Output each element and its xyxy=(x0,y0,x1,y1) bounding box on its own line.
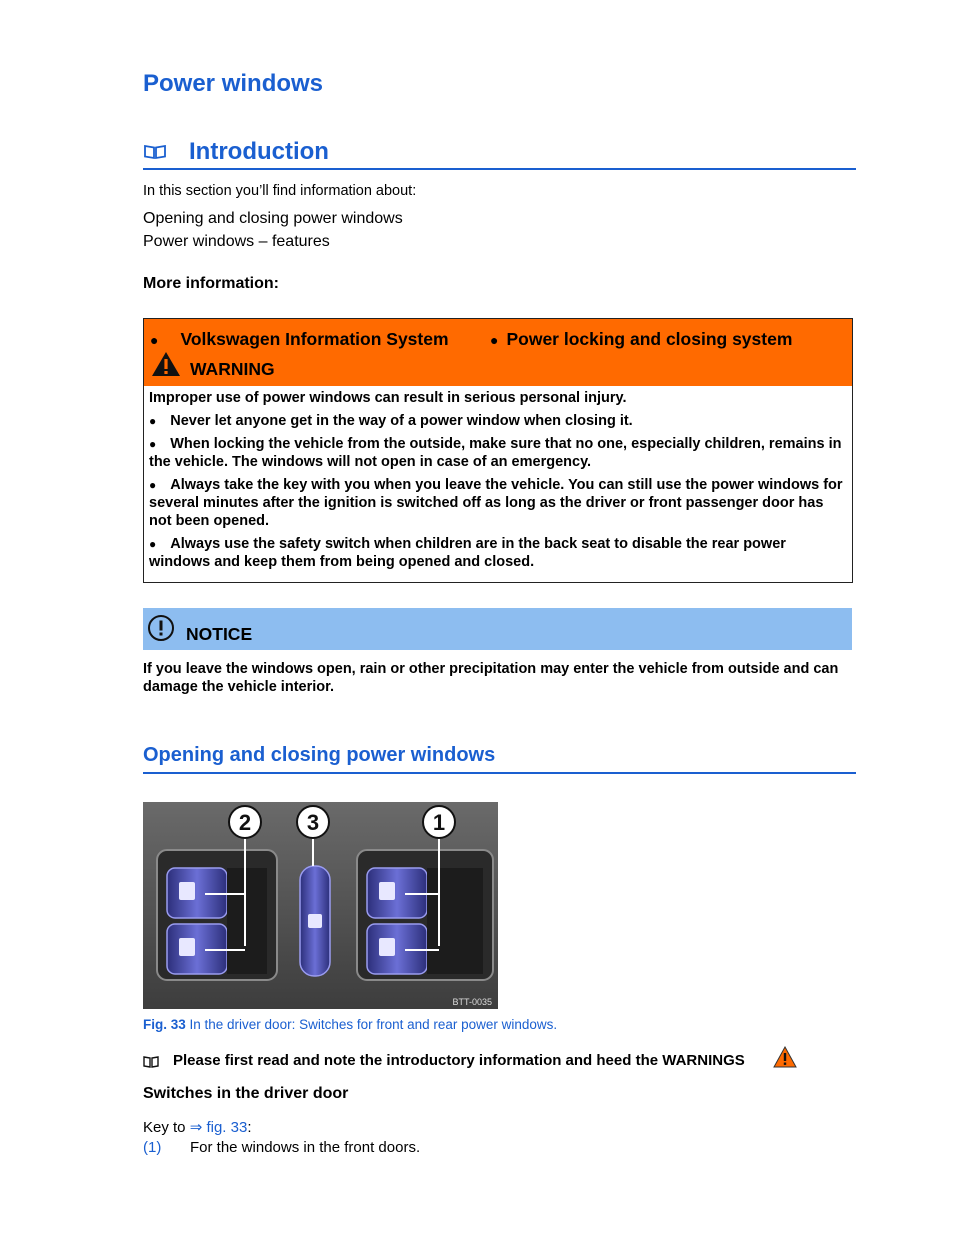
exclamation-circle-icon xyxy=(147,614,175,642)
bullet-icon: ● xyxy=(149,537,157,551)
switch-panel-illustration xyxy=(143,802,498,1009)
notice-box xyxy=(143,608,852,650)
notice-label: NOTICE xyxy=(186,624,253,644)
intro-item-1[interactable]: Opening and closing power windows xyxy=(143,210,403,227)
intro-heading xyxy=(143,138,856,170)
subheading: Switches in the driver door xyxy=(143,1085,349,1102)
page-title: Power windows xyxy=(143,70,324,97)
figure-caption: Fig. 33 In the driver door: Switches for front and rear power windows. xyxy=(143,1017,558,1032)
warning-header xyxy=(144,319,852,386)
bullet-icon: ● xyxy=(149,414,157,428)
warning-body xyxy=(144,386,852,582)
warning-intro: Improper use of power windows can result in serious personal injury. xyxy=(149,390,627,406)
intro-item-2[interactable]: Power windows – features xyxy=(143,233,330,250)
link-volkswagen-information-system[interactable]: ● Volkswagen Information System xyxy=(150,329,449,349)
callout-2: 2 xyxy=(238,810,252,835)
warning-triangle-icon xyxy=(151,351,181,377)
warning-bullet: ● Never let anyone get in the way of a power window when closing it. xyxy=(149,413,633,429)
callout-3: 3 xyxy=(306,810,320,835)
bullet-icon: ● xyxy=(149,437,157,451)
more-info-label: More information: xyxy=(143,275,279,292)
callout-1: 1 xyxy=(432,810,446,835)
warning-box xyxy=(143,318,853,583)
warning-bullet: ● Always take the key with you when you leave the vehicle. You can still use the power windows for several minutes after the ignition is switched off as long as the driver or front passenger door has not been opened. xyxy=(149,477,843,529)
notice-text: If you leave the windows open, rain or other precipitation may enter the vehicle from outside and can damage the vehicle interior. xyxy=(143,661,839,695)
key-item xyxy=(143,1139,420,1156)
key-item-number: (1) xyxy=(143,1139,162,1156)
fig-link[interactable]: ⇒ fig. 33 xyxy=(189,1119,248,1136)
figure-code: BTT-0035 xyxy=(452,997,492,1007)
key-item-text: For the windows in the front doors. xyxy=(190,1139,421,1156)
book-icon xyxy=(143,144,167,160)
warning-bullet: ● Always use the safety switch when children are in the back seat to disable the rear power windows and keep them from being opened and closed. xyxy=(149,536,786,570)
section-heading: Opening and closing power windows xyxy=(143,744,856,774)
bullet-icon: ● xyxy=(149,478,157,492)
figure-window-switches xyxy=(143,802,498,1009)
bullet-icon: ● xyxy=(150,332,159,348)
read-note-text: Please first read and note the introductory information and heed the WARNINGS xyxy=(173,1052,745,1069)
link-power-locking-system[interactable]: ● Power locking and closing system xyxy=(490,329,793,349)
warning-label: WARNING xyxy=(190,359,275,379)
intro-heading-text: Introduction xyxy=(189,138,329,165)
warning-bullet: ● When locking the vehicle from the outside, make sure that no one, especially children, remains in the vehicle. The windows will not open in case of an emergency. xyxy=(149,436,842,470)
bullet-icon: ● xyxy=(490,332,499,348)
key-line: Key to ⇒ fig. 33: xyxy=(143,1119,252,1136)
warning-triangle-icon[interactable] xyxy=(773,1046,797,1068)
book-icon xyxy=(143,1056,159,1068)
intro-lead: In this section you’ll find information about: xyxy=(143,183,417,199)
